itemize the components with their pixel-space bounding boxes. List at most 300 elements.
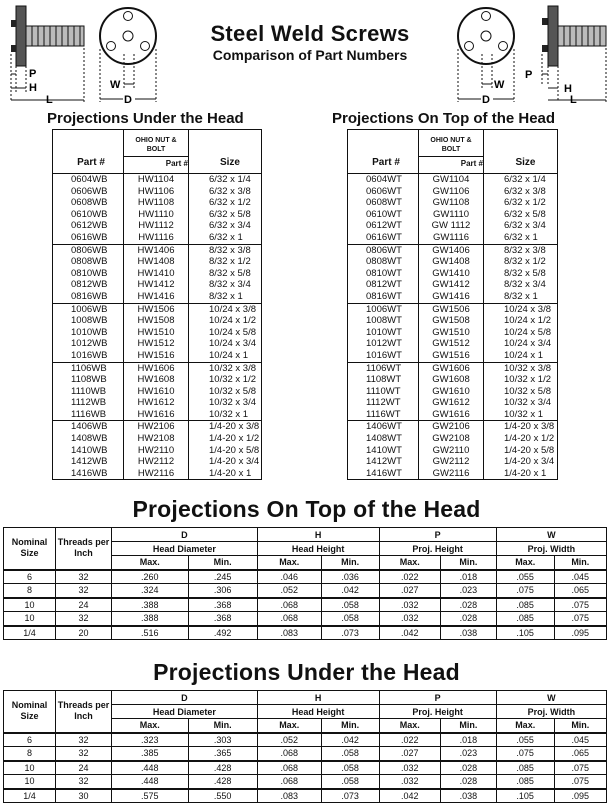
ohio-part-number: GW2116 (418, 468, 484, 480)
ohio-part-number: GW1612 (418, 397, 484, 409)
dimension-group: Proj. Width (496, 542, 606, 556)
size: 6/32 x 3/4 (504, 220, 546, 232)
part-number: 1006WB (71, 303, 108, 315)
dimension-value: .045 (554, 570, 606, 584)
table-row (53, 386, 261, 398)
part-number: 1016WB (71, 349, 108, 361)
dimension-value: .068 (257, 747, 321, 761)
nominal-size-header: Nominal Size (4, 528, 56, 570)
threads-per-inch: 32 (56, 612, 112, 626)
size: 6/32 x 1/2 (504, 197, 546, 209)
size: 10/32 x 3/4 (504, 397, 552, 409)
dimension-value: .085 (496, 612, 554, 626)
part-number: 0810WB (71, 267, 108, 279)
part-table-under (52, 129, 262, 480)
page-subtitle: Comparison of Part Numbers (212, 47, 408, 63)
table-row (4, 626, 607, 640)
dimension-value: .058 (321, 612, 379, 626)
dimension-value: .388 (112, 598, 189, 612)
size: 6/32 x 5/8 (504, 208, 546, 220)
ohio-part-number: GW2106 (418, 421, 484, 433)
spec-table-title-under: Projections Under the Head (153, 659, 460, 685)
dimension-value: .032 (379, 775, 441, 789)
dimension-value: .365 (188, 747, 257, 761)
dimension-letter: P (379, 528, 496, 542)
dimension-value: .073 (321, 626, 379, 640)
nominal-size: 10 (4, 598, 56, 612)
table-row (53, 456, 261, 468)
min-header: Min. (188, 719, 257, 733)
table-row (348, 338, 557, 350)
nominal-size: 8 (4, 584, 56, 598)
table-row (4, 775, 607, 789)
table-row (348, 209, 557, 221)
screw-side-view-left (2, 4, 88, 104)
size: 6/32 x 1 (209, 231, 243, 243)
dim-l-label-right: L (570, 94, 577, 104)
size: 6/32 x 3/4 (209, 220, 251, 232)
ohio-part-number: GW1110 (418, 209, 484, 221)
part-group (348, 421, 557, 479)
part-group (53, 245, 261, 304)
part-table-title-top: Projections On Top of the Head (332, 110, 556, 127)
dimension-value: .058 (321, 761, 379, 775)
ohio-part-number: GW1516 (418, 350, 484, 362)
ohio-part-number: GW2110 (418, 445, 484, 457)
ohio-part-number: HW1410 (123, 268, 189, 280)
size: 10/24 x 3/4 (209, 338, 257, 350)
size: 8/32 x 3/8 (209, 244, 251, 256)
size: 6/32 x 1/2 (209, 197, 251, 209)
part-number: 1416WB (71, 467, 108, 479)
dimension-value: .516 (112, 626, 189, 640)
dimension-value: .075 (554, 761, 606, 775)
table-row (53, 174, 261, 186)
head-face-view-left (96, 4, 162, 104)
dimension-value: .388 (112, 612, 189, 626)
part-group (53, 421, 261, 479)
part-number: 1406WB (71, 421, 108, 433)
size: 6/32 x 1 (504, 231, 538, 243)
dimension-value: .368 (188, 612, 257, 626)
size: 10/24 x 1 (504, 349, 544, 361)
part-number: 1112WT (366, 397, 401, 409)
ohio-part-number: HW1106 (123, 186, 189, 198)
dimension-value: .075 (554, 598, 606, 612)
ohio-part-number: HW2112 (123, 456, 189, 468)
ohio-part-number: HW1510 (123, 327, 189, 339)
size: 1/4-20 x 1 (209, 467, 252, 479)
dimension-letter: H (257, 528, 379, 542)
part-number: 1410WT (366, 444, 402, 456)
size: 8/32 x 1/2 (504, 256, 546, 268)
part-group (53, 363, 261, 422)
dimension-value: .448 (112, 761, 189, 775)
dim-p-label-right: P (525, 69, 533, 81)
dimension-value: .055 (496, 733, 554, 747)
max-header: Max. (257, 556, 321, 570)
table-row (53, 315, 261, 327)
table-row (348, 291, 557, 303)
min-header: Min. (554, 556, 606, 570)
part-number: 0612WT (366, 220, 402, 232)
ohio-part-number: HW1408 (123, 256, 189, 268)
spec-header-letters (4, 691, 607, 705)
spec-header-letters (4, 528, 607, 542)
ohio-part-number: HW1606 (123, 363, 189, 375)
part-number: 1008WB (71, 315, 108, 327)
dimension-value: .055 (496, 570, 554, 584)
dimension-group: Proj. Width (496, 705, 606, 719)
part-number: 0616WT (366, 231, 402, 243)
dimension-value: .575 (112, 789, 189, 803)
dimension-value: .095 (554, 626, 606, 640)
ohio-part-number: GW1406 (418, 245, 484, 257)
min-header: Min. (321, 556, 379, 570)
ohio-part-number: HW1406 (123, 245, 189, 257)
size: 10/24 x 3/8 (209, 303, 257, 315)
table-row (53, 304, 261, 316)
ohio-part-number: GW1510 (418, 327, 484, 339)
dimension-value: .306 (188, 584, 257, 598)
ohio-part-number: HW2108 (123, 433, 189, 445)
min-header: Min. (554, 719, 606, 733)
max-header: Max. (112, 556, 189, 570)
table-row (348, 456, 557, 468)
size: 10/32 x 1/2 (504, 374, 552, 386)
dimension-group: Head Diameter (112, 542, 258, 556)
part-number: 1010WT (366, 326, 402, 338)
part-table-title-under: Projections Under the Head (47, 110, 244, 127)
part-number: 1016WT (366, 349, 402, 361)
max-header: Max. (112, 719, 189, 733)
part-table-header (348, 130, 557, 174)
dimension-value: .052 (257, 733, 321, 747)
table-row (53, 468, 261, 480)
ohio-part-number: GW1412 (418, 279, 484, 291)
dimension-value: .032 (379, 598, 441, 612)
threads-per-inch: 20 (56, 626, 112, 640)
table-row (348, 220, 557, 232)
ohio-part-number: GW1606 (418, 363, 484, 375)
part-number: 1112WB (71, 397, 107, 409)
table-row (348, 386, 557, 398)
dimension-value: .385 (112, 747, 189, 761)
ohio-part-number: GW1116 (418, 232, 484, 244)
col-ohio: OHIO NUT & BOLT Part # (418, 130, 484, 173)
part-group (53, 304, 261, 363)
nominal-size: 1/4 (4, 626, 56, 640)
dimension-value: .022 (379, 570, 441, 584)
ohio-part-number: HW1110 (123, 209, 189, 221)
threads-per-inch: 32 (56, 775, 112, 789)
dimension-value: .448 (112, 775, 189, 789)
col-size: Size (515, 157, 536, 168)
dimension-value: .042 (321, 733, 379, 747)
size: 10/24 x 3/8 (504, 303, 552, 315)
table-row (348, 468, 557, 480)
part-table-header (53, 130, 261, 174)
part-number: 0808WT (366, 256, 402, 268)
dimension-value: .042 (321, 584, 379, 598)
spec-table-title-top: Projections On Top of the Head (132, 496, 481, 522)
dimension-value: .042 (379, 789, 441, 803)
dimension-value: .105 (496, 626, 554, 640)
table-row (348, 197, 557, 209)
max-header: Max. (496, 719, 554, 733)
nominal-size: 10 (4, 761, 56, 775)
size: 10/32 x 3/4 (209, 397, 257, 409)
table-row (53, 209, 261, 221)
part-number: 0610WB (71, 208, 108, 220)
size: 8/32 x 3/4 (504, 279, 546, 291)
size: 1/4-20 x 1 (504, 467, 547, 479)
dimension-group: Proj. Height (379, 705, 496, 719)
part-group (348, 174, 557, 245)
dimension-value: .028 (441, 775, 497, 789)
dimension-value: .083 (257, 789, 321, 803)
table-row (4, 598, 607, 612)
min-header: Min. (321, 719, 379, 733)
size: 6/32 x 1/4 (209, 174, 251, 185)
page-title: Steel Weld Screws (210, 21, 410, 46)
table-row (4, 584, 607, 598)
dimension-value: .022 (379, 733, 441, 747)
size: 10/24 x 1/2 (504, 315, 552, 327)
table-row (348, 174, 557, 186)
dim-l-label-left: L (46, 94, 53, 104)
ohio-part-number: GW 1112 (418, 220, 484, 232)
dimension-value: .052 (257, 584, 321, 598)
part-number: 1416WT (366, 467, 402, 479)
threads-per-inch: 32 (56, 747, 112, 761)
dimension-value: .018 (441, 733, 497, 747)
ohio-part-number: HW1108 (123, 197, 189, 209)
ohio-part-number: GW1108 (418, 197, 484, 209)
part-number: 0616WB (71, 231, 108, 243)
dimension-value: .028 (441, 761, 497, 775)
table-row (348, 350, 557, 362)
part-number: 0608WT (366, 197, 402, 209)
ohio-part-number: GW1616 (418, 409, 484, 421)
part-number: 1106WB (71, 362, 107, 374)
part-number: 1110WT (366, 385, 401, 397)
max-header: Max. (379, 719, 441, 733)
dimension-value: .085 (496, 598, 554, 612)
dimension-value: .038 (441, 789, 497, 803)
dimension-value: .428 (188, 761, 257, 775)
size: 10/24 x 3/4 (504, 338, 552, 350)
dimension-value: .368 (188, 598, 257, 612)
size: 1/4-20 x 3/8 (504, 421, 555, 433)
table-row (53, 279, 261, 291)
table-row (348, 268, 557, 280)
part-number: 1408WB (71, 433, 108, 445)
size: 6/32 x 5/8 (209, 208, 251, 220)
ohio-part-number: HW1104 (123, 174, 189, 186)
part-number: 0604WT (366, 174, 402, 185)
max-header: Max. (257, 719, 321, 733)
screw-side-view-right (522, 4, 610, 104)
ohio-part-number: GW1506 (418, 304, 484, 316)
size: 10/24 x 1 (209, 349, 249, 361)
dimension-group: Head Diameter (112, 705, 258, 719)
table-row (348, 327, 557, 339)
size: 10/32 x 5/8 (209, 385, 257, 397)
size: 10/32 x 1 (209, 408, 249, 420)
size: 1/4-20 x 5/8 (504, 444, 555, 456)
part-number: 0812WT (366, 279, 402, 291)
dim-d-label-right: D (482, 94, 490, 104)
threads-per-inch: 32 (56, 733, 112, 747)
part-number: 1012WT (366, 338, 402, 350)
nominal-size: 8 (4, 747, 56, 761)
dimension-value: .032 (379, 612, 441, 626)
dimension-group: Head Height (257, 542, 379, 556)
dimension-value: .058 (321, 747, 379, 761)
dimension-value: .032 (379, 761, 441, 775)
dimension-value: .028 (441, 612, 497, 626)
table-row (348, 433, 557, 445)
dim-w-label-right: W (494, 79, 505, 91)
ohio-part-number: GW1416 (418, 291, 484, 303)
size: 1/4-20 x 1/2 (209, 433, 260, 445)
table-row (53, 197, 261, 209)
ohio-part-number: HW1412 (123, 279, 189, 291)
dim-d-label-left: D (124, 94, 132, 104)
dimension-value: .068 (257, 775, 321, 789)
nominal-size: 6 (4, 570, 56, 584)
dimension-value: .027 (379, 584, 441, 598)
threads-per-inch: 24 (56, 761, 112, 775)
part-number: 0816WB (71, 290, 108, 302)
ohio-part-number: GW1106 (418, 186, 484, 198)
size: 1/4-20 x 3/8 (209, 421, 260, 433)
dimension-value: .046 (257, 570, 321, 584)
table-row (53, 268, 261, 280)
dimension-value: .095 (554, 789, 606, 803)
dimension-value: .065 (554, 584, 606, 598)
dimension-value: .428 (188, 775, 257, 789)
threads-per-inch: 32 (56, 570, 112, 584)
dimension-value: .085 (496, 775, 554, 789)
table-row (53, 186, 261, 198)
dimension-value: .550 (188, 789, 257, 803)
dimension-group: Proj. Height (379, 542, 496, 556)
ohio-part-number: HW2116 (123, 468, 189, 480)
dimension-group: Head Height (257, 705, 379, 719)
dimension-value: .083 (257, 626, 321, 640)
table-row (53, 291, 261, 303)
part-number: 0606WB (71, 185, 108, 197)
ohio-part-number: HW1112 (123, 220, 189, 232)
ohio-part-number: HW1516 (123, 350, 189, 362)
ohio-part-number: GW1104 (418, 174, 484, 186)
dimension-value: .075 (496, 747, 554, 761)
part-number: 0806WB (71, 244, 108, 256)
dimension-value: .058 (321, 775, 379, 789)
part-number: 0810WT (366, 267, 402, 279)
size: 10/24 x 5/8 (504, 326, 552, 338)
dim-h-label-left: H (29, 82, 37, 94)
table-row (53, 338, 261, 350)
dimension-value: .323 (112, 733, 189, 747)
dimension-value: .068 (257, 612, 321, 626)
dimension-value: .085 (496, 761, 554, 775)
table-row (348, 374, 557, 386)
dim-w-label-left: W (110, 79, 121, 91)
size: 1/4-20 x 3/4 (209, 456, 260, 468)
table-row (4, 570, 607, 584)
part-number: 1116WB (71, 408, 107, 420)
part-number: 1406WT (366, 421, 402, 433)
dimension-value: .075 (554, 775, 606, 789)
max-header: Max. (379, 556, 441, 570)
table-row (53, 421, 261, 433)
part-number: 1412WT (366, 456, 402, 468)
part-table-body (348, 174, 557, 479)
dimension-value: .023 (441, 584, 497, 598)
part-number: 1008WT (366, 315, 402, 327)
part-number: 0816WT (366, 290, 402, 302)
table-row (53, 433, 261, 445)
ohio-part-number: HW1512 (123, 338, 189, 350)
table-row (4, 733, 607, 747)
dimension-value: .068 (257, 761, 321, 775)
ohio-part-number: HW1506 (123, 304, 189, 316)
table-row (53, 350, 261, 362)
dimension-value: .105 (496, 789, 554, 803)
dim-p-label-left: P (29, 68, 37, 80)
threads-per-inch: 32 (56, 584, 112, 598)
col-ohio: OHIO NUT & BOLT Part # (123, 130, 189, 173)
table-row (348, 256, 557, 268)
table-row (4, 789, 607, 803)
dimension-value: .065 (554, 747, 606, 761)
part-number: 1408WT (366, 433, 402, 445)
dimension-value: .260 (112, 570, 189, 584)
size: 8/32 x 1 (209, 290, 243, 302)
dimension-value: .245 (188, 570, 257, 584)
part-number: 1006WT (366, 303, 402, 315)
max-header: Max. (496, 556, 554, 570)
dimension-value: .492 (188, 626, 257, 640)
ohio-part-number: GW2108 (418, 433, 484, 445)
ohio-part-number: HW1612 (123, 397, 189, 409)
dimension-value: .324 (112, 584, 189, 598)
dimension-letter: D (112, 691, 258, 705)
size: 10/32 x 1/2 (209, 374, 257, 386)
dimension-value: .303 (188, 733, 257, 747)
table-row (53, 232, 261, 244)
dimension-value: .042 (379, 626, 441, 640)
part-number: 1412WB (71, 456, 108, 468)
table-row (348, 363, 557, 375)
ohio-part-number: GW1408 (418, 256, 484, 268)
nominal-size: 10 (4, 775, 56, 789)
dimension-value: .045 (554, 733, 606, 747)
part-number: 0606WT (366, 185, 402, 197)
threads-per-inch: 30 (56, 789, 112, 803)
size: 10/24 x 1/2 (209, 315, 257, 327)
size: 10/24 x 5/8 (209, 326, 257, 338)
ohio-part-number: GW1410 (418, 268, 484, 280)
size: 10/32 x 5/8 (504, 385, 552, 397)
part-table-body (53, 174, 261, 479)
table-row (348, 409, 557, 421)
ohio-part-number: GW1608 (418, 374, 484, 386)
col-part: Part # (372, 157, 400, 168)
